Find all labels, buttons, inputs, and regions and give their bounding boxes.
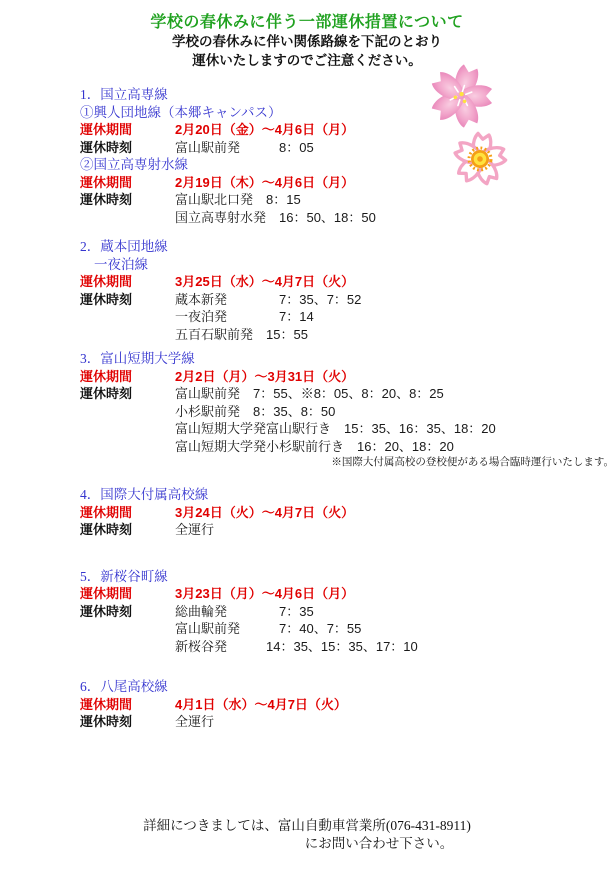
route-section-5 <box>80 568 614 656</box>
period-row <box>80 273 614 291</box>
period-label: 運休期間 <box>80 368 133 384</box>
time-row <box>80 620 614 638</box>
time-label: 運休時刻 <box>80 386 133 401</box>
period-value: 3月24日（火）～4月7日（火） <box>175 504 355 520</box>
time-row <box>80 438 614 456</box>
period-value: 2月2日（月）～3月31日（火） <box>175 368 355 384</box>
time-value: 富山駅前発 7：40、7：55 <box>175 621 362 636</box>
section-subtitle: ①興人団地線（本郷キャンパス） <box>80 104 282 120</box>
period-label: 運休期間 <box>80 122 133 137</box>
period-label: 運休期間 <box>80 586 133 601</box>
time-row <box>80 403 614 421</box>
footer-contact <box>0 817 614 853</box>
time-value: 富山短期大学発小杉駅前行き 16：20、18：20 <box>175 438 454 454</box>
period-row <box>80 368 614 386</box>
period-value: 4月1日（水）～4月7日（火） <box>175 696 347 712</box>
route-section-3 <box>80 350 614 469</box>
period-label: 運休期間 <box>80 274 133 289</box>
time-row <box>80 385 614 403</box>
period-label: 運休期間 <box>80 504 133 520</box>
period-row <box>80 121 614 139</box>
time-row <box>80 521 614 539</box>
time-row <box>80 139 614 157</box>
section-title: 6．八尾高校線 <box>80 679 168 694</box>
period-row <box>80 504 614 522</box>
time-label: 運休時刻 <box>80 714 133 729</box>
time-label: 運休時刻 <box>80 192 133 207</box>
time-row <box>80 638 614 656</box>
period-row <box>80 696 614 714</box>
section-title: 1．国立高専線 <box>80 87 168 102</box>
time-row <box>80 291 614 309</box>
time-row <box>80 191 614 209</box>
time-row <box>80 713 614 731</box>
section-title: 4．国際大付属高校線 <box>80 487 209 502</box>
schedule-note: ※国際大付属高校の登校便がある場合臨時運行いたします。 <box>331 456 614 468</box>
route-list <box>80 86 614 731</box>
time-row <box>80 308 614 326</box>
period-value: 3月25日（水）～4月7日（火） <box>175 274 355 289</box>
section-subtitle: ②国立高専射水線 <box>80 157 188 172</box>
footer-contact-line2: にお問い合わせ下さい。 <box>304 835 454 851</box>
time-row <box>80 326 614 344</box>
period-label: 運休期間 <box>80 174 133 190</box>
route-section-4 <box>80 486 614 539</box>
time-label: 運休時刻 <box>80 291 133 307</box>
period-label: 運休期間 <box>80 696 133 712</box>
route-section-2 <box>80 238 614 343</box>
time-value: 富山短期大学発富山駅行き 15：35、16：35、18：20 <box>175 421 496 436</box>
period-value: 2月20日（金）～4月6日（月） <box>175 122 355 137</box>
notice-subtitle-line1: 学校の春休みに伴い関係路線を下記のとおり <box>172 34 442 49</box>
period-value: 2月19日（木）～4月6日（月） <box>175 174 355 190</box>
time-value: 五百石駅前発 15：55 <box>175 326 308 342</box>
time-row <box>80 420 614 438</box>
time-value: 一夜泊発 7：14 <box>175 309 314 324</box>
period-row <box>80 174 614 192</box>
period-row <box>80 585 614 603</box>
route-section-6 <box>80 678 614 731</box>
route-section-1 <box>80 86 614 226</box>
section-title: 5．新桜谷町線 <box>80 568 168 584</box>
period-value: 3月23日（月）～4月6日（月） <box>175 586 355 601</box>
time-value: 小杉駅前発 8：35、8：50 <box>175 403 336 419</box>
time-value: 富山駅前発 8：05 <box>175 139 314 155</box>
sakura-flower-outline-icon <box>449 128 511 190</box>
time-value: 富山駅北口発 8：15 <box>175 192 301 207</box>
time-value: 全運行 <box>175 714 215 729</box>
time-row <box>80 209 614 227</box>
time-value: 国立高専射水発 16：50、18：50 <box>175 209 376 225</box>
section-subtitle: 一夜泊線 <box>94 256 148 272</box>
time-value: 新桜谷発 14：35、15：35、17：10 <box>175 638 418 654</box>
time-value: 蔵本新発 7：35、7：52 <box>175 291 362 307</box>
sakura-flower-solid-icon <box>425 60 497 132</box>
time-row <box>80 603 614 621</box>
section-title: 2．蔵本団地線 <box>80 239 168 254</box>
time-value: 全運行 <box>175 522 215 537</box>
footer-contact-line1: 詳細につきましては、富山自動車営業所(076-431-8911) <box>143 817 471 833</box>
section-title: 3．富山短期大学線 <box>80 351 195 366</box>
notice-subtitle-line2: 運休いたしますのでご注意ください。 <box>192 53 422 68</box>
time-label: 運休時刻 <box>80 603 133 619</box>
time-label: 運休時刻 <box>80 522 133 537</box>
page-title: 学校の春休みに伴う一部運休措置について <box>150 14 464 31</box>
time-value: 富山駅前発 7：55、※8：05、8：20、8：25 <box>175 386 444 401</box>
time-label: 運休時刻 <box>80 139 133 155</box>
time-value: 総曲輪発 7：35 <box>175 603 314 619</box>
